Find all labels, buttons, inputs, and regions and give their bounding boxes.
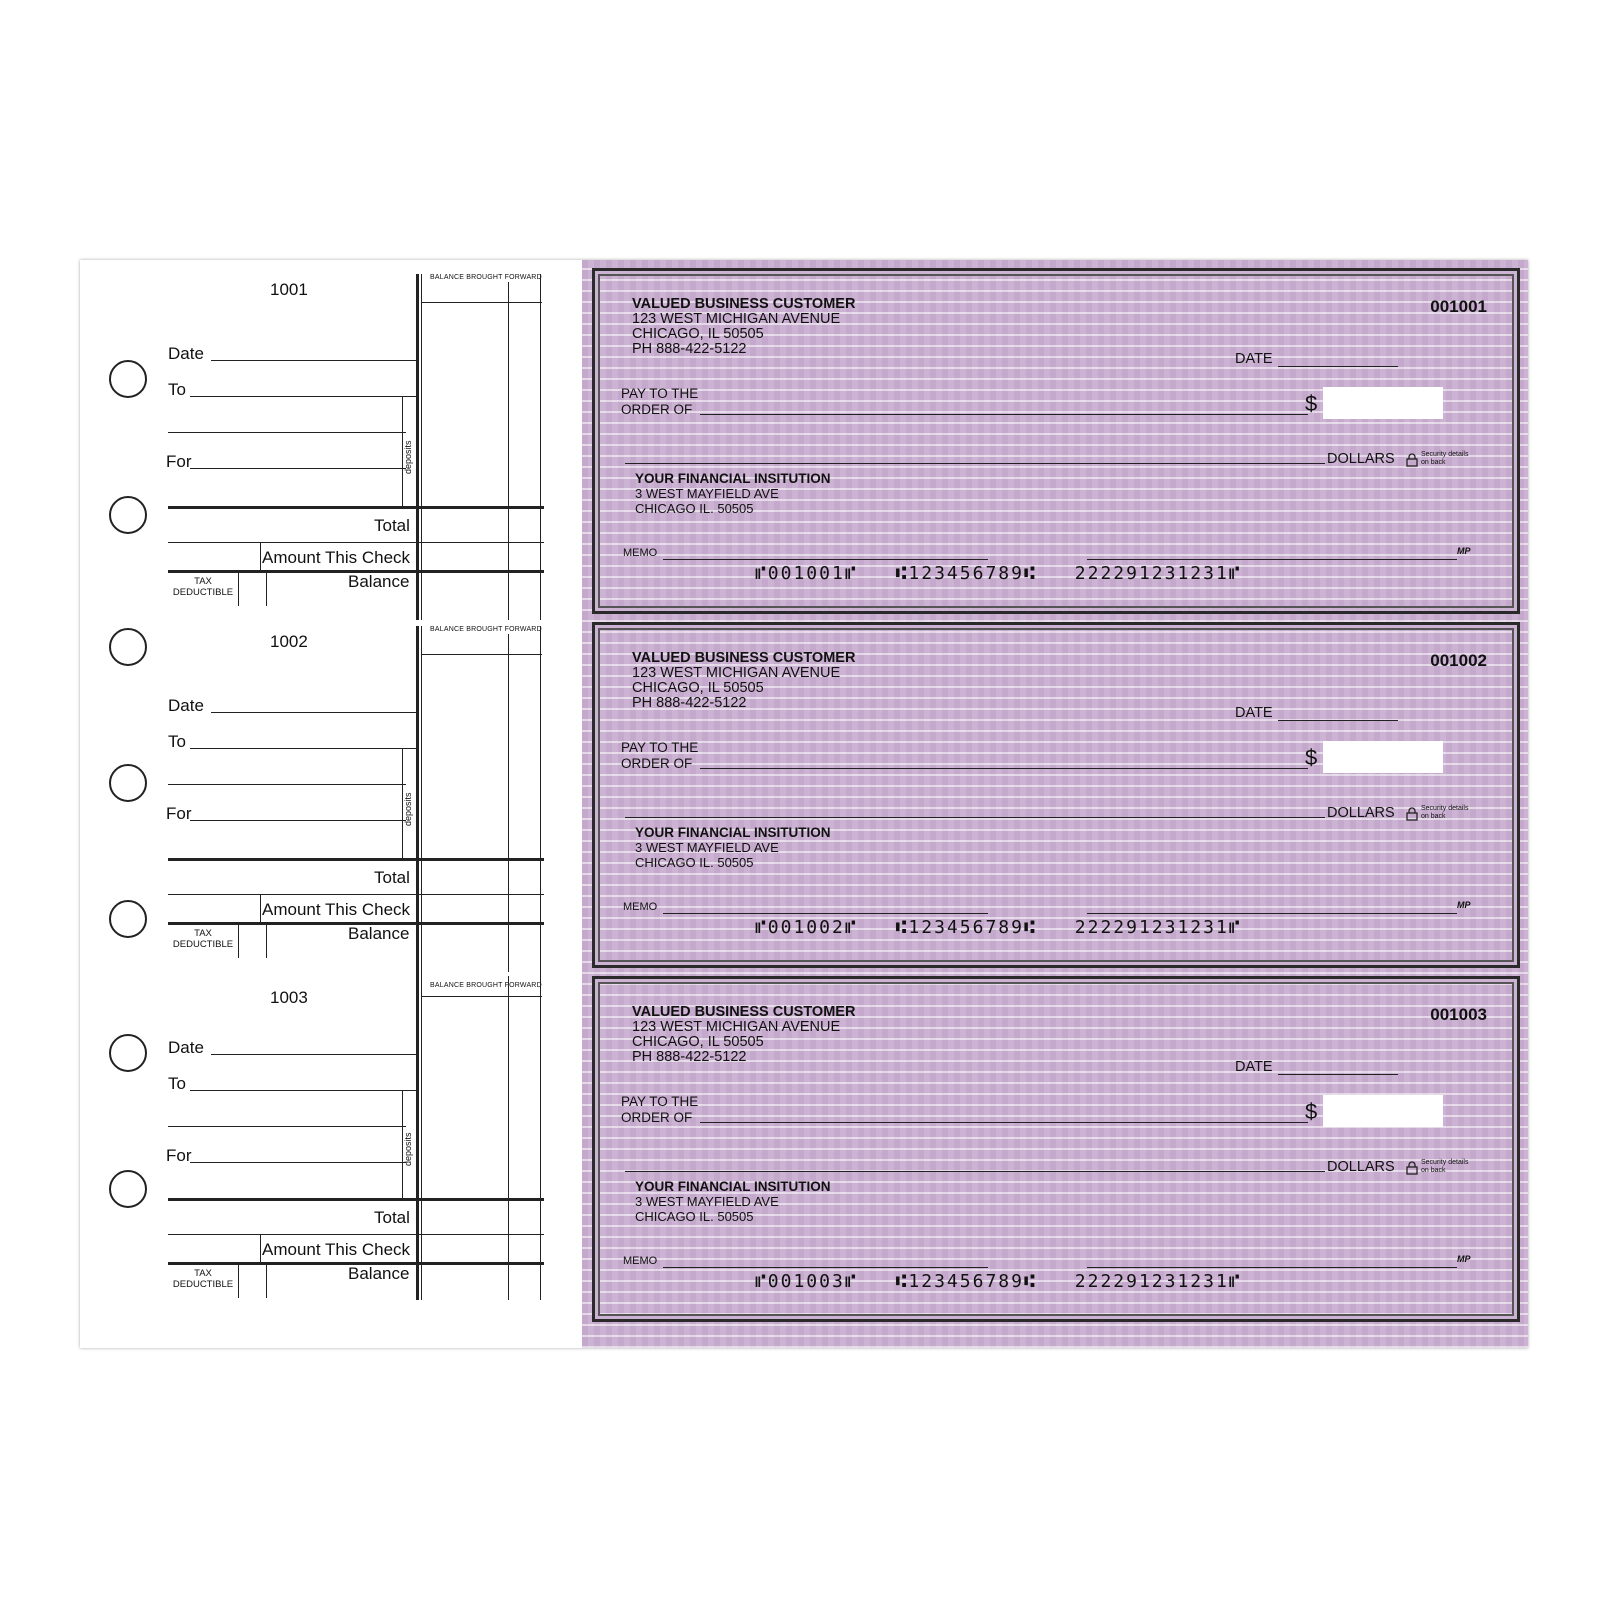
company-phone: PH 888-422-5122 bbox=[632, 341, 747, 357]
micr-account-number: 222291231231⑈ bbox=[1074, 917, 1242, 938]
for-line bbox=[190, 820, 406, 821]
binder-hole bbox=[109, 1170, 147, 1208]
tax-divider bbox=[266, 1264, 267, 1298]
deposits-divider bbox=[402, 1090, 403, 1198]
company-phone: PH 888-422-5122 bbox=[632, 695, 747, 711]
amount-this-check-label: Amount This Check bbox=[262, 900, 411, 919]
balance-label: Balance bbox=[348, 924, 410, 943]
balance-brought-forward-label: BALANCE BROUGHT FORWARD bbox=[430, 982, 542, 989]
total-label: Total bbox=[374, 1208, 410, 1227]
balance-brought-forward-label: BALANCE BROUGHT FORWARD bbox=[430, 626, 542, 633]
bank-name: YOUR FINANCIAL INSITUTION bbox=[635, 825, 831, 840]
stub-2 bbox=[80, 612, 582, 970]
to-label: To bbox=[168, 1074, 186, 1093]
company-address-2: CHICAGO, IL 50505 bbox=[632, 1034, 764, 1050]
company-address-1: 123 WEST MICHIGAN AVENUE bbox=[632, 1019, 841, 1035]
amount-divider bbox=[260, 894, 261, 922]
total-line bbox=[168, 894, 544, 895]
tax-divider bbox=[238, 572, 239, 606]
date-line bbox=[1278, 366, 1398, 367]
bank-name: YOUR FINANCIAL INSITUTION bbox=[635, 471, 831, 486]
lock-icon bbox=[1406, 807, 1418, 821]
stub-column-divider bbox=[421, 968, 422, 1300]
tax-divider bbox=[266, 924, 267, 958]
bank-address-1: 3 WEST MAYFIELD AVE bbox=[635, 486, 779, 501]
stub-column-divider bbox=[416, 274, 419, 620]
deposits-divider bbox=[402, 396, 403, 506]
balance-label: Balance bbox=[348, 1264, 410, 1283]
micr-check-number: ⑈001003⑈ bbox=[755, 1271, 858, 1292]
written-amount-line bbox=[625, 1171, 1325, 1172]
amount-this-check-label: Amount This Check bbox=[262, 548, 411, 567]
for-label: For bbox=[166, 804, 192, 823]
tax-deductible-label: TAX DEDUCTIBLE bbox=[172, 576, 234, 598]
date-label: Date bbox=[168, 696, 204, 715]
bank-name: YOUR FINANCIAL INSITUTION bbox=[635, 1179, 831, 1194]
to-line-2 bbox=[168, 1126, 406, 1127]
bank-address-2: CHICAGO IL. 50505 bbox=[635, 1209, 754, 1224]
date-line bbox=[211, 1054, 419, 1055]
micr-routing-number: ⑆123456789⑆ bbox=[895, 1271, 1037, 1292]
written-amount-line bbox=[625, 463, 1325, 464]
for-label: For bbox=[166, 452, 192, 471]
company-address-1: 123 WEST MICHIGAN AVENUE bbox=[632, 311, 841, 327]
stub-column-divider bbox=[540, 968, 541, 1300]
stub-column-divider bbox=[508, 976, 509, 1300]
dollars-label: DOLLARS bbox=[1327, 805, 1395, 821]
mp-mark: MP bbox=[1457, 546, 1471, 556]
date-line bbox=[211, 360, 419, 361]
memo-line bbox=[663, 913, 988, 914]
stub-1 bbox=[80, 260, 582, 618]
security-note: Security details on back bbox=[1421, 805, 1469, 820]
pay-to-label: PAY TO THE ORDER OF bbox=[621, 1094, 699, 1125]
binder-hole bbox=[109, 1034, 147, 1072]
dollar-sign: $ bbox=[1305, 1099, 1318, 1124]
lock-icon bbox=[1406, 1161, 1418, 1175]
company-name: VALUED BUSINESS CUSTOMER bbox=[632, 296, 856, 312]
signature-line bbox=[1087, 1267, 1457, 1268]
binder-hole bbox=[109, 360, 147, 398]
company-address-1: 123 WEST MICHIGAN AVENUE bbox=[632, 665, 841, 681]
bbf-line bbox=[421, 302, 542, 303]
deposits-label: deposits bbox=[403, 440, 413, 474]
bank-address-2: CHICAGO IL. 50505 bbox=[635, 501, 754, 516]
written-amount-line bbox=[625, 817, 1325, 818]
signature-line bbox=[1087, 559, 1457, 560]
stub-column bbox=[80, 260, 582, 1348]
stub-column-divider bbox=[416, 626, 419, 972]
bank-address-1: 3 WEST MAYFIELD AVE bbox=[635, 1194, 779, 1209]
memo-label: MEMO bbox=[623, 1255, 658, 1267]
bbf-line bbox=[421, 654, 542, 655]
amount-divider bbox=[260, 1234, 261, 1262]
micr-account-number: 222291231231⑈ bbox=[1074, 1271, 1242, 1292]
to-label: To bbox=[168, 732, 186, 751]
tax-deductible-label: TAX DEDUCTIBLE bbox=[172, 1268, 234, 1290]
stub-column-divider bbox=[416, 968, 419, 1300]
stub-column-divider bbox=[540, 626, 541, 972]
tax-deductible-label: TAX DEDUCTIBLE bbox=[172, 928, 234, 950]
for-line bbox=[190, 468, 406, 469]
for-label: For bbox=[166, 1146, 192, 1165]
mp-mark: MP bbox=[1457, 1254, 1471, 1264]
date-label: DATE bbox=[1235, 1059, 1273, 1075]
total-line bbox=[168, 542, 544, 543]
date-line bbox=[1278, 720, 1398, 721]
dollars-label: DOLLARS bbox=[1327, 451, 1395, 467]
dollars-label: DOLLARS bbox=[1327, 1159, 1395, 1175]
stub-number: 1001 bbox=[270, 280, 308, 299]
date-label: Date bbox=[168, 344, 204, 363]
deposits-divider bbox=[402, 748, 403, 858]
stub-3 bbox=[80, 968, 582, 1326]
check-number: 001003 bbox=[1430, 1005, 1487, 1024]
stub-column-divider bbox=[540, 274, 541, 620]
amount-box bbox=[1323, 387, 1443, 419]
balance-label: Balance bbox=[348, 572, 410, 591]
micr-line bbox=[755, 1271, 1280, 1292]
binder-hole bbox=[109, 900, 147, 938]
lock-icon bbox=[1406, 453, 1418, 467]
total-label: Total bbox=[374, 516, 410, 535]
micr-account-number: 222291231231⑈ bbox=[1074, 563, 1242, 584]
mp-mark: MP bbox=[1457, 900, 1471, 910]
bbf-line bbox=[421, 996, 542, 997]
pay-to-label: PAY TO THE ORDER OF bbox=[621, 386, 699, 417]
memo-label: MEMO bbox=[623, 547, 658, 559]
payee-line bbox=[700, 414, 1308, 415]
check-1 bbox=[592, 268, 1520, 614]
company-phone: PH 888-422-5122 bbox=[632, 1049, 747, 1065]
deposits-label: deposits bbox=[403, 1132, 413, 1166]
check-column bbox=[582, 260, 1528, 1348]
for-line bbox=[190, 1162, 406, 1163]
for-line-2 bbox=[168, 858, 544, 861]
stub-number: 1002 bbox=[270, 632, 308, 651]
to-line bbox=[190, 396, 419, 397]
memo-line bbox=[663, 1267, 988, 1268]
check-number: 001002 bbox=[1430, 651, 1487, 670]
amount-box bbox=[1323, 1095, 1443, 1127]
check-sheet bbox=[80, 260, 1528, 1348]
to-line-2 bbox=[168, 784, 406, 785]
micr-check-number: ⑈001001⑈ bbox=[755, 563, 858, 584]
company-address-2: CHICAGO, IL 50505 bbox=[632, 680, 764, 696]
to-line bbox=[190, 748, 419, 749]
balance-brought-forward-label: BALANCE BROUGHT FORWARD bbox=[430, 274, 542, 281]
check-2 bbox=[592, 622, 1520, 968]
bank-address-1: 3 WEST MAYFIELD AVE bbox=[635, 840, 779, 855]
total-label: Total bbox=[374, 868, 410, 887]
total-line bbox=[168, 1234, 544, 1235]
date-line bbox=[211, 712, 419, 713]
signature-line bbox=[1087, 913, 1457, 914]
amount-this-check-label: Amount This Check bbox=[262, 1240, 411, 1259]
binder-hole bbox=[109, 764, 147, 802]
binder-hole bbox=[109, 628, 147, 666]
micr-routing-number: ⑆123456789⑆ bbox=[895, 917, 1037, 938]
company-address-2: CHICAGO, IL 50505 bbox=[632, 326, 764, 342]
tax-divider bbox=[238, 1264, 239, 1298]
micr-line bbox=[755, 917, 1280, 938]
security-note: Security details on back bbox=[1421, 1159, 1469, 1174]
for-line-2 bbox=[168, 1198, 544, 1201]
bank-address-2: CHICAGO IL. 50505 bbox=[635, 855, 754, 870]
micr-line bbox=[755, 563, 1280, 584]
pay-to-label: PAY TO THE ORDER OF bbox=[621, 740, 699, 771]
amount-divider bbox=[260, 542, 261, 570]
amount-box bbox=[1323, 741, 1443, 773]
security-note: Security details on back bbox=[1421, 451, 1469, 466]
to-line bbox=[190, 1090, 419, 1091]
stub-number: 1003 bbox=[270, 988, 308, 1007]
date-label: Date bbox=[168, 1038, 204, 1057]
check-number: 001001 bbox=[1430, 297, 1487, 316]
stub-column-divider bbox=[421, 626, 422, 972]
tax-divider bbox=[238, 924, 239, 958]
memo-label: MEMO bbox=[623, 901, 658, 913]
date-label: DATE bbox=[1235, 705, 1273, 721]
stub-column-divider bbox=[421, 274, 422, 620]
date-label: DATE bbox=[1235, 351, 1273, 367]
tax-divider bbox=[266, 572, 267, 606]
company-name: VALUED BUSINESS CUSTOMER bbox=[632, 650, 856, 666]
payee-line bbox=[700, 768, 1308, 769]
check-3 bbox=[592, 976, 1520, 1322]
company-name: VALUED BUSINESS CUSTOMER bbox=[632, 1004, 856, 1020]
dollar-sign: $ bbox=[1305, 745, 1318, 770]
micr-check-number: ⑈001002⑈ bbox=[755, 917, 858, 938]
to-line-2 bbox=[168, 432, 406, 433]
to-label: To bbox=[168, 380, 186, 399]
payee-line bbox=[700, 1122, 1308, 1123]
memo-line bbox=[663, 559, 988, 560]
date-line bbox=[1278, 1074, 1398, 1075]
dollar-sign: $ bbox=[1305, 391, 1318, 416]
for-line-2 bbox=[168, 506, 544, 509]
micr-routing-number: ⑆123456789⑆ bbox=[895, 563, 1037, 584]
deposits-label: deposits bbox=[403, 792, 413, 826]
binder-hole bbox=[109, 496, 147, 534]
